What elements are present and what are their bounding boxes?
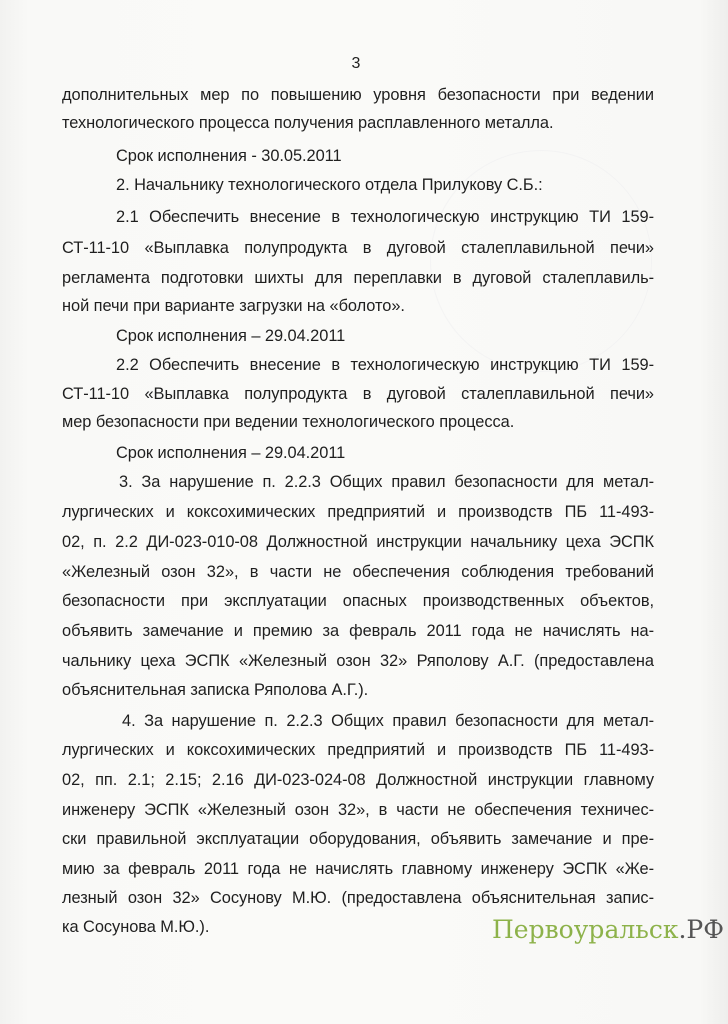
text-line-28: лезный озон 32» Сосунову М.Ю. (предоставлена объяснительная запис- xyxy=(62,889,654,907)
text-line-7: регламента подготовки шихты для переплавки в дуговой сталеплавиль- xyxy=(62,269,654,287)
item-2-heading: 2. Начальнику технологического отдела Прилукову С.Б.: xyxy=(116,176,543,194)
text-line-16: 02, п. 2.2 ДИ-023-010-08 Должностной инструкции начальнику цеха ЭСПК xyxy=(62,533,654,551)
text-line-10: 2.2 Обеспечить внесение в технологическую инструкцию ТИ 159- xyxy=(116,356,654,374)
text-line-21: объяснительная записка Ряполова А.Г.). xyxy=(62,681,369,699)
text-line-15: лургических и коксохимических предприятий и производств ПБ 11-493- xyxy=(62,503,654,521)
text-line-23: лургических и коксохимических предприятий и производств ПБ 11-493- xyxy=(62,741,654,759)
text-line-2: технологического процесса получения расплавленного металла. xyxy=(62,114,554,132)
watermark-tld: .РФ xyxy=(678,915,724,944)
text-line-29: ка Сосунова М.Ю.). xyxy=(62,918,210,936)
site-watermark xyxy=(492,915,724,944)
text-line-11: СТ-11-10 «Выплавка полупродукта в дуговой сталеплавильной печи» xyxy=(62,385,654,403)
watermark-main: Первоуральск xyxy=(492,915,679,944)
text-line-12: мер безопасности при ведении технологического процесса. xyxy=(62,413,515,431)
text-line-8: ной печи при варианте загрузки на «болото». xyxy=(62,297,405,315)
text-line-14: 3. За нарушение п. 2.2.3 Общих правил безопасности для метал- xyxy=(119,473,654,491)
text-line-6: СТ-11-10 «Выплавка полупродукта в дуговой сталеплавильной печи» xyxy=(62,239,654,257)
text-line-22: 4. За нарушение п. 2.2.3 Общих правил безопасности для метал- xyxy=(122,712,654,730)
text-line-26: ски правильной эксплуатации оборудования, объявить замечание и пре- xyxy=(62,830,654,848)
deadline-line-1: Срок исполнения - 30.05.2011 xyxy=(116,147,342,165)
text-line-24: 02, пп. 2.1; 2.15; 2.16 ДИ-023-024-08 Должностной инструкции главному xyxy=(62,771,654,789)
text-line-27: мию за февраль 2011 года не начислять главному инженеру ЭСПК «Же- xyxy=(62,860,654,878)
text-line-1: дополнительных мер по повышению уровня безопасности при ведении xyxy=(62,86,654,104)
text-line-25: инженеру ЭСПК «Железный озон 32», в части не обеспечения техничес- xyxy=(62,801,654,819)
text-line-17: «Железный озон 32», в части не обеспечения соблюдения требований xyxy=(62,563,654,581)
text-line-19: объявить замечание и премию за февраль 2011 года не начислять на- xyxy=(62,622,654,640)
text-line-18: безопасности при эксплуатации опасных производственных объектов, xyxy=(62,592,654,610)
text-line-5: 2.1 Обеспечить внесение в технологическую инструкцию ТИ 159- xyxy=(116,208,654,226)
page-number: 3 xyxy=(351,55,361,72)
deadline-line-3: Срок исполнения – 29.04.2011 xyxy=(116,444,346,462)
deadline-line-2: Срок исполнения – 29.04.2011 xyxy=(116,327,346,345)
text-line-20: чальнику цеха ЭСПК «Железный озон 32» Ряполову А.Г. (предоставлена xyxy=(62,652,654,670)
